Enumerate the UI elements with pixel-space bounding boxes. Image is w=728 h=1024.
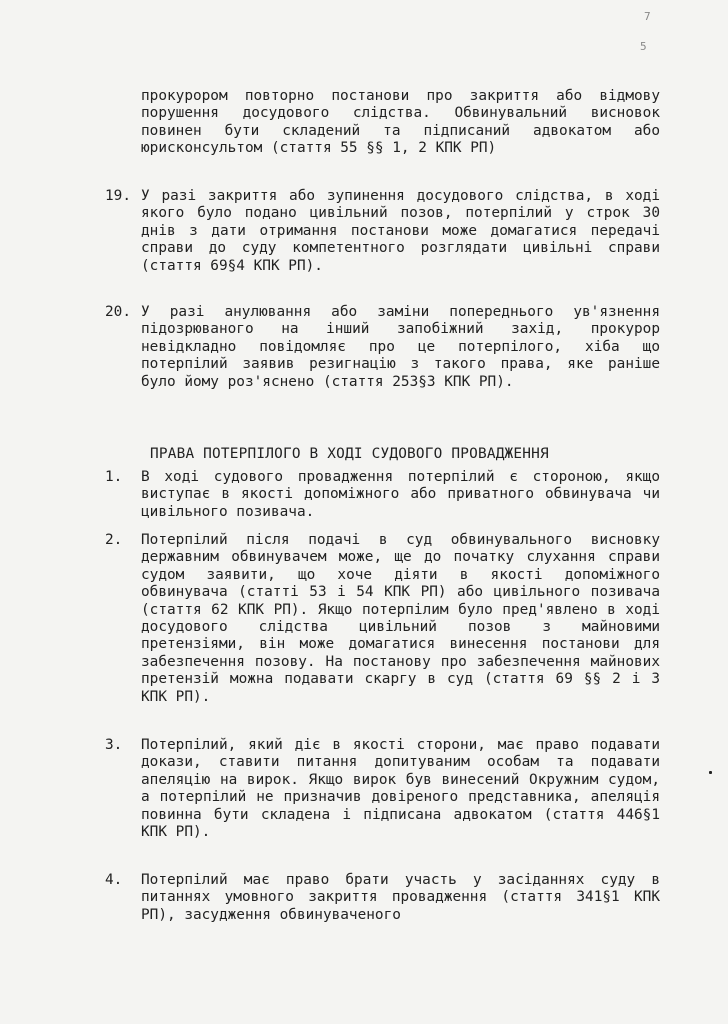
item-text: В ході судового провадження потерпілий є стороною, якщо виступає в якості допоміжного або приватного обвинувача чи цивільного позивача. [141,469,660,520]
list-item-1 [105,469,660,521]
item-number: 2. [105,532,123,548]
item-text: Потерпілий має право брати участь у засіданнях суду в питаннях умовного закриття провадження (стаття 341§1 КПК РП), засудження обвинуваченого [141,872,660,923]
item-text: У разі закриття або зупинення досудового слідства, в ході якого було подано цивільний позов, потерпілий у строк 30 днів з дати отримання постанови може домагатися передачі справи до суду компетентного розглядати цивільні справи (стаття 69§4 КПК РП). [141,188,660,274]
item-number: 1. [105,469,123,485]
page-mark: 7 [644,10,651,23]
section-heading: ПРАВА ПОТЕРПІЛОГО В ХОДІ СУДОВОГО ПРОВАДЖЕННЯ [150,446,549,462]
item-text: Потерпілий, який діє в якості сторони, має право подавати докази, ставити питання допитуваним особам та подавати апеляцію на вирок. Якщо вирок був винесений Окружним судом, а потерпілий не призначив довіреного представника, апеляція повинна бути складена і підписана адвокатом (стаття 446§1 КПК РП). [141,737,660,841]
page-number: 5 [640,40,647,53]
list-item-3 [105,737,660,841]
scan-speck [709,771,712,774]
item-number: 19. [105,188,131,204]
list-item-19 [105,188,660,275]
list-item-20 [105,304,660,391]
list-item-2 [105,532,660,706]
item-number: 4. [105,872,123,888]
continued-paragraph: прокурором повторно постанови про закриття або відмову порушення досудового слідства. Обвинувальний висновок повинен бути складений та підписаний адвокатом або юрисконсультом (стаття 55 §§ 1, 2 КПК РП) [141,88,660,157]
list-item-4 [105,872,660,924]
item-number: 3. [105,737,123,753]
item-text: Потерпілий після подачі в суд обвинувального висновку державним обвинувачем може, ще до початку слухання справи судом заявити, що хоче діяти в якості допоміжного обвинувача (статті 53 і 54 КПК РП) або цивільного позивача (стаття 62 КПК РП). Якщо потерпілим було пред'явлено в ході досудового слідства цивільний позов з майновими претензіями, він може домагатися винесення постанови для забезпечення позову. На постанову про забезпечення майнових претензій можна подавати скаргу в суд (стаття 69 §§ 2 і 3 КПК РП). [141,532,660,705]
item-text: У разі анулювання або заміни попереднього ув'язнення підозрюваного на інший запобіжний захід, прокурор невідкладно повідомляє про це потерпілого, хіба що потерпілий заявив резигнацію з такого права, яке раніше було йому роз'яснено (стаття 253§3 КПК РП). [141,304,660,390]
item-number: 20. [105,304,131,320]
